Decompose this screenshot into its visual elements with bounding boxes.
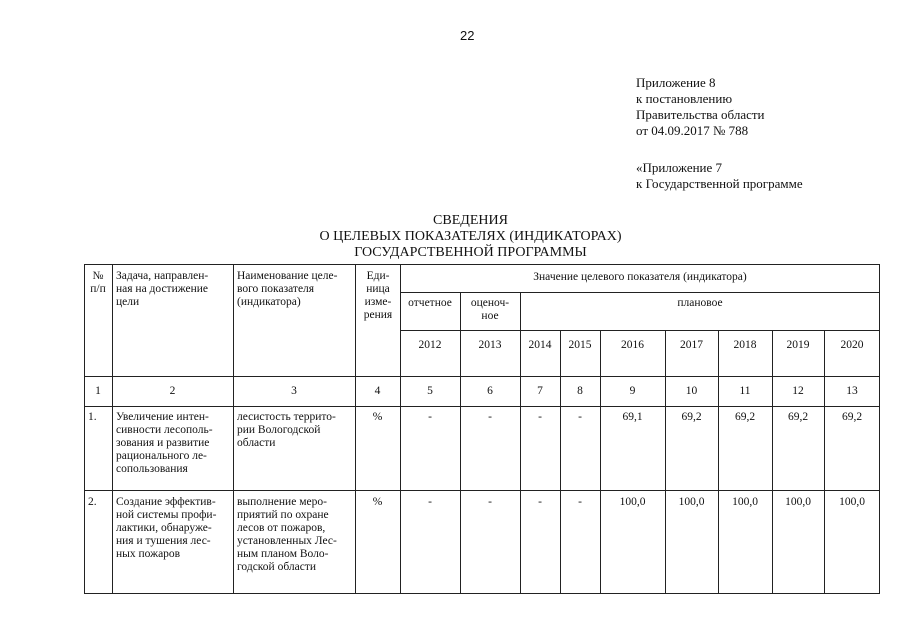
col-number: 6	[487, 385, 493, 397]
appendix-7-line: «Приложение 7	[636, 160, 723, 175]
cell-text: области	[237, 437, 276, 449]
row-num: 2.	[88, 496, 97, 508]
col-number: 12	[792, 385, 804, 397]
value-cell: 69,1	[622, 411, 643, 423]
header-unit	[356, 270, 400, 322]
col-number: 11	[739, 385, 751, 397]
cell-text: сивности лесополь-	[116, 424, 213, 436]
header-text: рения	[363, 309, 393, 321]
cell-text: лесистость террито-	[237, 411, 336, 423]
col-number: 10	[685, 385, 698, 397]
header-text: Наименование целе-	[237, 270, 338, 282]
row-indicator	[237, 496, 353, 574]
cell-text: годской области	[237, 561, 317, 573]
col-number: 4	[374, 385, 381, 397]
appendix-8-block	[636, 75, 765, 139]
value-cell: 69,2	[841, 411, 863, 423]
appendix-8-line: к постановлению	[636, 91, 733, 106]
header-indicator-name	[237, 270, 353, 309]
value-cell: -	[428, 411, 432, 423]
row-unit: %	[372, 411, 383, 423]
year-cell: 2020	[840, 339, 864, 351]
cell-text: ной системы профи-	[116, 509, 217, 521]
value-cell: 100,0	[619, 496, 646, 508]
year-cell: 2013	[478, 339, 502, 351]
cell-text: Увеличение интен-	[116, 411, 209, 423]
appendix-8-line: Приложение 8	[636, 75, 716, 90]
header-text: Еди-	[366, 270, 390, 282]
header-text: ное	[481, 310, 499, 322]
value-cell: -	[428, 496, 432, 508]
cell-text: приятий по охране	[237, 509, 329, 521]
year-cell: 2018	[733, 339, 757, 351]
value-cell: 69,2	[681, 411, 702, 423]
value-cell: -	[578, 496, 582, 508]
cell-text: рии Вологодской	[237, 424, 321, 436]
year-cell: 2019	[786, 339, 810, 351]
cell-text: ния и тушения лес-	[116, 535, 211, 547]
appendix-8-line: Правительства области	[636, 107, 765, 122]
cell-text: ным планом Воло-	[237, 548, 329, 560]
cell-text: выполнение меро-	[237, 496, 327, 508]
year-cell: 2017	[680, 339, 703, 351]
year-cell: 2014	[528, 339, 552, 351]
row-task	[116, 411, 232, 476]
header-report: отчетное	[408, 297, 452, 309]
col-number: 8	[577, 385, 583, 397]
header-plan: плановое	[677, 297, 723, 309]
header-text: ница	[366, 283, 390, 295]
value-cell: 69,2	[734, 411, 756, 423]
header-text: оценоч-	[470, 297, 510, 309]
header-task	[116, 270, 232, 309]
header-text: №	[92, 270, 104, 282]
cell-text: зования и развитие	[116, 437, 210, 449]
appendix-8-line: от 04.09.2017 № 788	[636, 123, 749, 138]
cell-text: лесов от пожаров,	[237, 522, 326, 534]
cell-text: установленных Лес-	[237, 535, 337, 547]
value-cell: -	[538, 411, 542, 423]
value-cell: 100,0	[732, 496, 758, 508]
header-num	[86, 270, 110, 296]
value-cell: 69,2	[787, 411, 809, 423]
col-number: 13	[846, 385, 858, 397]
cell-text: рационального ле-	[116, 450, 207, 462]
header-text: изме-	[364, 296, 392, 308]
value-cell: 100,0	[785, 496, 811, 508]
header-value: Значение целевого показателя (индикатора)	[533, 271, 747, 283]
value-cell: 100,0	[678, 496, 705, 508]
header-text: ная на достижение	[116, 283, 209, 295]
row-num: 1.	[88, 411, 97, 423]
cell-text: сопользования	[116, 463, 188, 475]
value-cell: -	[488, 496, 492, 508]
appendix-7-line: к Государственной программе	[636, 176, 803, 191]
appendix-7-block	[636, 160, 803, 192]
row-task	[116, 496, 232, 561]
row-unit: %	[372, 496, 383, 508]
year-cell: 2012	[418, 339, 442, 351]
value-cell: -	[578, 411, 582, 423]
cell-text: лактики, обнаруже-	[116, 522, 212, 534]
header-text: цели	[116, 296, 140, 308]
header-text: п/п	[90, 283, 106, 295]
value-cell: -	[538, 496, 542, 508]
header-estimate	[460, 297, 520, 323]
header-text: Задача, направлен-	[116, 270, 209, 282]
col-number: 5	[427, 385, 433, 397]
document-subtitle: ГОСУДАРСТВЕННОЙ ПРОГРАММЫ	[354, 245, 587, 260]
header-text: (индикатора)	[237, 296, 301, 308]
document-title: СВЕДЕНИЯ	[433, 213, 508, 228]
col-number: 9	[629, 385, 636, 397]
year-cell: 2016	[621, 339, 644, 351]
cell-text: ных пожаров	[116, 548, 181, 560]
col-number: 7	[537, 385, 543, 397]
value-cell: 100,0	[839, 496, 865, 508]
value-cell: -	[488, 411, 492, 423]
page-number: 22	[460, 28, 475, 43]
col-number: 1	[95, 385, 101, 397]
col-number: 3	[291, 385, 297, 397]
year-cell: 2015	[568, 339, 592, 351]
indicators-table	[84, 264, 880, 594]
col-number: 2	[169, 385, 176, 397]
header-text: вого показателя	[237, 283, 315, 295]
cell-text: Создание эффектив-	[116, 496, 216, 508]
document-subtitle: О ЦЕЛЕВЫХ ПОКАЗАТЕЛЯХ (ИНДИКАТОРАХ)	[319, 229, 622, 244]
row-indicator	[237, 411, 353, 450]
